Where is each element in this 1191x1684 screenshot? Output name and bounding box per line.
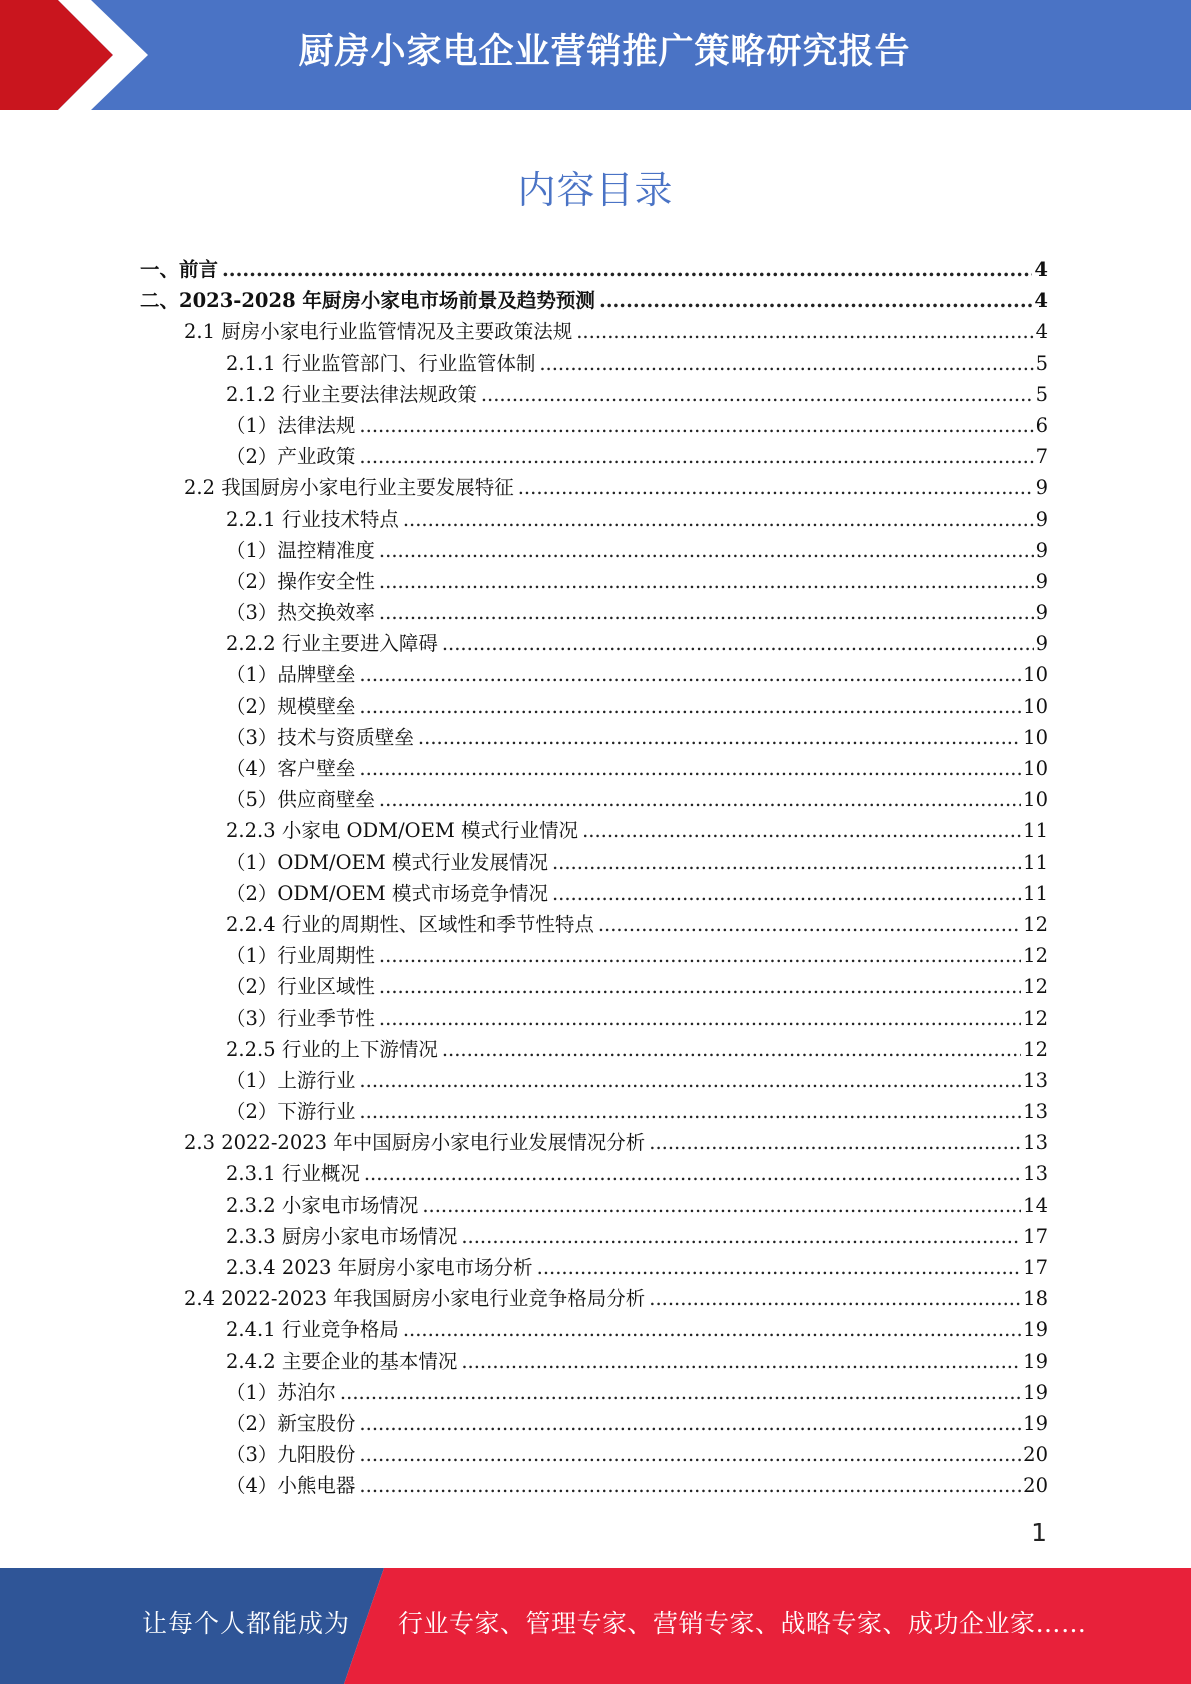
toc-entry-label: 2.3 2022-2023 年中国厨房小家电行业发展情况分析 — [184, 1131, 646, 1155]
toc-leader-dots — [599, 285, 1032, 316]
toc-entry-label: 2.2.2 行业主要进入障碍 — [226, 632, 438, 656]
toc-entry-label: 2.4.1 行业竞争格局 — [226, 1318, 399, 1342]
toc-leader-dots — [359, 410, 1033, 441]
toc-leader-dots — [379, 940, 1021, 971]
toc-leader-dots — [537, 1252, 1022, 1283]
toc-entry-label: 二、2023-2028 年厨房小家电市场前景及趋势预测 — [140, 289, 595, 313]
toc-entry-label: （1）温控精准度 — [226, 538, 375, 562]
toc-entry-page: 20 — [1023, 1474, 1048, 1498]
toc-entry-label: 2.2.5 行业的上下游情况 — [226, 1037, 438, 1061]
toc-entry[interactable] — [140, 566, 1048, 597]
toc-leader-dots — [359, 753, 1021, 784]
toc-entry[interactable] — [140, 940, 1048, 971]
toc-entry-page: 9 — [1035, 476, 1048, 500]
toc-entry[interactable] — [140, 1377, 1048, 1408]
toc-entry-label: （2）产业政策 — [226, 445, 356, 469]
toc-leader-dots — [422, 1190, 1021, 1221]
toc-leader-dots — [442, 628, 1034, 659]
toc-entry[interactable] — [140, 1096, 1048, 1127]
toc-entry[interactable] — [140, 1314, 1048, 1345]
toc-entry[interactable] — [140, 285, 1048, 316]
toc-entry-label: （5）供应商壁垒 — [226, 788, 375, 812]
toc-entry[interactable] — [140, 847, 1048, 878]
toc-entry-page: 10 — [1023, 663, 1048, 687]
toc-entry[interactable] — [140, 472, 1048, 503]
toc-entry-page: 20 — [1023, 1443, 1048, 1467]
toc-entry-label: 2.2.3 小家电 ODM/OEM 模式行业情况 — [226, 819, 579, 843]
table-of-contents — [140, 254, 1048, 1502]
toc-entry[interactable] — [140, 1034, 1048, 1065]
toc-entry-page: 4 — [1034, 258, 1048, 281]
toc-entry-label: 2.1.1 行业监管部门、行业监管体制 — [226, 351, 536, 375]
report-title: 厨房小家电企业营销推广策略研究报告 — [298, 32, 911, 72]
toc-entry-page: 11 — [1023, 819, 1048, 843]
toc-entry[interactable] — [140, 1127, 1048, 1158]
toc-leader-dots — [359, 1470, 1021, 1501]
toc-leader-dots — [649, 1127, 1021, 1158]
toc-entry-label: （2）规模壁垒 — [226, 694, 356, 718]
toc-leader-dots — [359, 691, 1021, 722]
toc-entry[interactable] — [140, 504, 1048, 535]
toc-leader-dots — [222, 254, 1032, 285]
toc-entry[interactable] — [140, 1190, 1048, 1221]
toc-entry[interactable] — [140, 815, 1048, 846]
toc-leader-dots — [379, 566, 1034, 597]
toc-leader-dots — [359, 1439, 1021, 1470]
toc-entry-page: 10 — [1023, 757, 1048, 780]
toc-leader-dots — [379, 971, 1021, 1002]
toc-entry-page: 9 — [1035, 507, 1048, 531]
toc-entry[interactable] — [140, 316, 1048, 347]
toc-entry-page: 19 — [1023, 1318, 1048, 1342]
toc-entry[interactable] — [140, 1065, 1048, 1096]
toc-entry-page: 4 — [1034, 289, 1048, 313]
toc-leader-dots — [442, 1034, 1021, 1065]
toc-leader-dots — [403, 1314, 1021, 1345]
toc-entry-page: 19 — [1023, 1380, 1048, 1404]
toc-entry-label: （1）苏泊尔 — [226, 1380, 336, 1404]
toc-entry[interactable] — [140, 1252, 1048, 1283]
toc-leader-dots — [539, 348, 1033, 379]
toc-entry[interactable] — [140, 1439, 1048, 1470]
toc-entry-page: 9 — [1035, 632, 1048, 656]
toc-entry-page: 7 — [1035, 445, 1048, 469]
toc-entry[interactable] — [140, 597, 1048, 628]
toc-entry-label: （2）ODM/OEM 模式市场竞争情况 — [226, 881, 548, 905]
toc-entry-page: 13 — [1023, 1131, 1048, 1155]
toc-leader-dots — [649, 1283, 1021, 1314]
toc-entry-label: （3）技术与资质壁垒 — [226, 725, 414, 749]
toc-entry-page: 19 — [1023, 1349, 1048, 1373]
toc-entry-page: 17 — [1023, 1224, 1048, 1248]
toc-leader-dots — [379, 1003, 1021, 1034]
toc-entry-label: （1）上游行业 — [226, 1068, 356, 1092]
toc-entry-page: 12 — [1023, 975, 1048, 999]
toc-leader-dots — [518, 472, 1034, 503]
toc-leader-dots — [582, 815, 1021, 846]
toc-entry-page: 9 — [1035, 569, 1048, 593]
toc-entry[interactable] — [140, 1221, 1048, 1252]
toc-entry-label: （4）客户壁垒 — [226, 757, 356, 780]
toc-entry-label: （1）行业周期性 — [226, 944, 375, 968]
toc-leader-dots — [359, 441, 1033, 472]
page-number: 1 — [1031, 1518, 1047, 1547]
toc-entry-page: 13 — [1023, 1162, 1048, 1186]
toc-entry-label: （2）下游行业 — [226, 1100, 356, 1124]
toc-entry-label: （4）小熊电器 — [226, 1474, 356, 1498]
toc-entry[interactable] — [140, 909, 1048, 940]
toc-entry-page: 9 — [1035, 538, 1048, 562]
toc-entry-page: 12 — [1023, 912, 1048, 936]
toc-entry-label: 2.2.1 行业技术特点 — [226, 507, 399, 531]
toc-entry-page: 19 — [1023, 1411, 1048, 1435]
toc-leader-dots — [359, 1096, 1021, 1127]
toc-entry[interactable] — [140, 784, 1048, 815]
toc-leader-dots — [418, 722, 1021, 753]
toc-entry-page: 12 — [1023, 1006, 1048, 1030]
toc-leader-dots — [359, 1065, 1021, 1096]
toc-entry-label: （1）品牌壁垒 — [226, 663, 356, 687]
toc-entry-page: 12 — [1023, 944, 1048, 968]
toc-entry-label: 2.3.2 小家电市场情况 — [226, 1193, 419, 1217]
toc-entry-label: （2）操作安全性 — [226, 569, 375, 593]
toc-entry-page: 14 — [1023, 1193, 1048, 1217]
toc-entry-page: 13 — [1023, 1100, 1048, 1124]
toc-entry[interactable] — [140, 691, 1048, 722]
toc-entry-page: 12 — [1023, 1037, 1048, 1061]
toc-entry-label: 2.1 厨房小家电行业监管情况及主要政策法规 — [184, 320, 573, 344]
toc-entry-label: 2.3.4 2023 年厨房小家电市场分析 — [226, 1256, 533, 1279]
toc-entry[interactable] — [140, 410, 1048, 441]
toc-entry-page: 6 — [1035, 413, 1048, 437]
toc-entry[interactable] — [140, 659, 1048, 690]
toc-entry-page: 11 — [1023, 850, 1048, 874]
toc-entry[interactable] — [140, 254, 1048, 285]
toc-leader-dots — [576, 316, 1033, 347]
toc-heading: 内容目录 — [517, 168, 674, 212]
toc-entry[interactable] — [140, 1283, 1048, 1314]
toc-entry[interactable] — [140, 441, 1048, 472]
toc-entry[interactable] — [140, 535, 1048, 566]
toc-leader-dots — [379, 535, 1034, 566]
toc-entry[interactable] — [140, 628, 1048, 659]
toc-entry-label: （3）九阳股份 — [226, 1443, 356, 1467]
footer-banner — [0, 1568, 1191, 1684]
toc-entry-label: （1）法律法规 — [226, 413, 356, 437]
toc-entry-page: 10 — [1023, 788, 1048, 812]
toc-entry[interactable] — [140, 753, 1048, 784]
toc-entry-page: 18 — [1023, 1287, 1048, 1311]
toc-entry-label: 2.2.4 行业的周期性、区域性和季节性特点 — [226, 912, 594, 936]
toc-entry[interactable] — [140, 1158, 1048, 1189]
toc-entry-page: 5 — [1035, 351, 1048, 375]
toc-entry-label: （3）热交换效率 — [226, 601, 375, 625]
header-banner — [0, 0, 1191, 110]
toc-entry[interactable] — [140, 722, 1048, 753]
toc-entry-page: 10 — [1023, 694, 1048, 718]
toc-leader-dots — [359, 1408, 1021, 1439]
toc-leader-dots — [379, 784, 1021, 815]
toc-entry[interactable] — [140, 348, 1048, 379]
toc-entry[interactable] — [140, 878, 1048, 909]
footer-slogan-left: 让每个人都能成为 — [142, 1609, 351, 1638]
toc-entry-page: 17 — [1023, 1256, 1048, 1279]
toc-entry-label: 2.1.2 行业主要法律法规政策 — [226, 382, 477, 406]
toc-leader-dots — [461, 1346, 1021, 1377]
toc-leader-dots — [552, 878, 1021, 909]
toc-entry-page: 5 — [1035, 382, 1048, 406]
toc-entry-label: （1）ODM/OEM 模式行业发展情况 — [226, 850, 548, 874]
toc-entry[interactable] — [140, 1346, 1048, 1377]
toc-leader-dots — [461, 1221, 1021, 1252]
toc-leader-dots — [552, 847, 1021, 878]
toc-entry-label: 2.3.1 行业概况 — [226, 1162, 360, 1186]
toc-entry-label: 一、前言 — [140, 258, 219, 281]
toc-leader-dots — [403, 504, 1034, 535]
toc-entry[interactable] — [140, 1470, 1048, 1501]
toc-entry-page: 11 — [1023, 881, 1048, 905]
footer-slogan-right: 行业专家、管理专家、营销专家、战略专家、成功企业家…… — [398, 1609, 1087, 1638]
toc-leader-dots — [359, 659, 1021, 690]
toc-entry-label: （2）新宝股份 — [226, 1411, 356, 1435]
toc-leader-dots — [379, 597, 1034, 628]
toc-entry-page: 9 — [1035, 601, 1048, 625]
toc-entry-page: 4 — [1035, 320, 1048, 344]
toc-entry[interactable] — [140, 1408, 1048, 1439]
toc-entry-label: 2.2 我国厨房小家电行业主要发展特征 — [184, 476, 514, 500]
toc-entry[interactable] — [140, 1003, 1048, 1034]
toc-entry[interactable] — [140, 971, 1048, 1002]
toc-leader-dots — [598, 909, 1021, 940]
toc-entry-page: 10 — [1023, 725, 1048, 749]
toc-entry-label: 2.4 2022-2023 年我国厨房小家电行业竞争格局分析 — [184, 1287, 646, 1311]
toc-entry-label: （2）行业区域性 — [226, 975, 375, 999]
toc-entry-label: 2.4.2 主要企业的基本情况 — [226, 1349, 458, 1373]
toc-leader-dots — [364, 1158, 1021, 1189]
toc-leader-dots — [340, 1377, 1021, 1408]
toc-entry-label: （3）行业季节性 — [226, 1006, 375, 1030]
toc-entry-page: 13 — [1023, 1068, 1048, 1092]
toc-entry[interactable] — [140, 379, 1048, 410]
toc-entry-label: 2.3.3 厨房小家电市场情况 — [226, 1224, 458, 1248]
toc-leader-dots — [481, 379, 1034, 410]
